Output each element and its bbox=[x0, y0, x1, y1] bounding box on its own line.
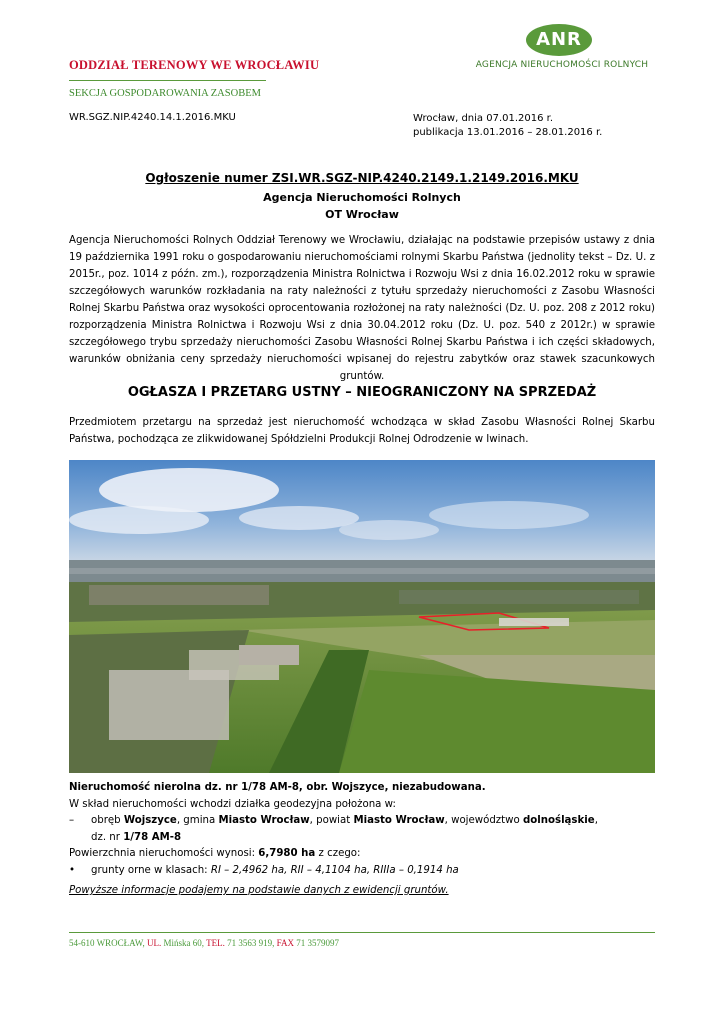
dash-marker: – bbox=[69, 815, 75, 826]
bullet-marker: • bbox=[69, 864, 76, 876]
street-label: UL. bbox=[147, 938, 162, 948]
footer-address bbox=[69, 938, 339, 948]
county-name: Miasto Wrocław bbox=[353, 815, 445, 826]
precinct-name: Wojszyce bbox=[123, 815, 177, 826]
parcel-prefix: dz. nr bbox=[91, 831, 124, 843]
tel-number: 71 3563 919, bbox=[224, 938, 277, 948]
place-date: Wrocław, dnia 07.01.2016 r. bbox=[413, 113, 554, 124]
soil-prefix: grunty orne w klasach: bbox=[91, 864, 211, 876]
property-location bbox=[69, 813, 655, 830]
voivodeship-name: dolnośląskie bbox=[522, 815, 595, 826]
voivodeship-prefix: , województwo bbox=[444, 815, 523, 826]
soil-classes: RI – 2,4962 ha, RII – 4,1104 ha, RIIIa – 0,1914 ha bbox=[210, 864, 459, 876]
header-divider bbox=[69, 80, 266, 81]
auction-subject-paragraph: Przedmiotem przetargu na sprzedaż jest nieruchomość wchodząca w skład Zasobu Własności Rolnej Skarbu Państwa, pochodząca ze zlikwidowanej Spółdzielni Produkcji Rolnej Odrodzenie w Iwinach. bbox=[69, 417, 655, 445]
aerial-photo bbox=[69, 460, 655, 773]
area-line bbox=[69, 846, 655, 863]
logo-abbreviation: ANR bbox=[536, 29, 582, 50]
auction-announcement: OGŁASZA I PRZETARG USTNY – NIEOGRANICZONY NA SPRZEDAŻ bbox=[127, 385, 597, 400]
street: Mińska 60, bbox=[161, 938, 207, 948]
legal-basis-paragraph: Agencja Nieruchomości Rolnych Oddział Terenowy we Wrocławiu, działając na podstawie przepisów ustawy z dnia 19 października 1991 roku o gospodarowaniu nieruchomościami rolnymi Skarbu Państwa (jednolity tekst – Dz. U. z 2015r., poz. 1014 z późn. zm.), rozporządzenia Ministra Rolnictwa i Rozwoju Wsi z dnia 16.02.2012 roku w sprawie szczegółowych warunków rozkładania na raty należności z tytułu sprzedaży nieruchomości z Zasobu Własności Rolnej Skarbu Państwa oraz wysokości oprocentowania rozłożonej na raty należności (Dz. U. poz. 208 z 2012 roku) rozporządzenia Ministra Rolnictwa i Rozwoju Wsi z dnia 30.04.2012 roku (Dz. U. poz. 540 z 2012r.) w sprawie szczegółowego trybu sprzedaży nieruchomości Zasobu Własności Rolnej Skarbu Państwa i ich części składowych, warunków obniżania ceny sprzedaży nieruchomości wpisanej do rejestru zabytków oraz stawek szacunkowych gruntów. bbox=[69, 235, 655, 382]
logo-agency-name: AGENCJA NIERUCHOMOŚCI ROLNYCH bbox=[475, 60, 649, 70]
logo-oval bbox=[526, 24, 592, 56]
postal-address: 54-610 WROCŁAW, bbox=[69, 938, 148, 948]
property-composition: W skład nieruchomości wchodzi działka geodezyjna położona w: bbox=[69, 798, 396, 810]
anr-logo bbox=[462, 24, 662, 74]
area-suffix: z czego: bbox=[315, 848, 361, 859]
area-prefix: Powierzchnia nieruchomości wynosi: bbox=[69, 848, 259, 859]
data-source-note: Powyższe informacje podajemy na podstawie danych z ewidencji gruntów. bbox=[69, 885, 449, 896]
publication-period: publikacja 13.01.2016 – 28.01.2016 r. bbox=[413, 127, 603, 138]
location-end: , bbox=[594, 815, 598, 826]
fax-number: 71 3579097 bbox=[293, 938, 339, 948]
office-short-name: OT Wrocław bbox=[325, 208, 399, 221]
municipality-prefix: , gmina bbox=[176, 815, 219, 826]
location-prefix: obręb bbox=[91, 815, 124, 826]
soil-classes-line bbox=[69, 863, 655, 880]
property-heading: Nieruchomość nierolna dz. nr 1/78 AM-8, obr. Wojszyce, niezabudowana. bbox=[69, 782, 486, 793]
aerial-photo-drawing bbox=[69, 460, 655, 773]
property-details bbox=[69, 780, 655, 900]
place-date-block bbox=[413, 112, 602, 140]
county-prefix: , powiat bbox=[309, 815, 354, 826]
parcel-line bbox=[69, 830, 655, 847]
municipality-name: Miasto Wrocław bbox=[218, 815, 310, 826]
section-name: SEKCJA GOSPODAROWANIA ZASOBEM bbox=[69, 88, 261, 99]
fax-label: FAX bbox=[276, 938, 294, 948]
area-value: 6,7980 ha bbox=[258, 848, 316, 859]
parcel-number: 1/78 AM-8 bbox=[123, 831, 182, 843]
footer-divider bbox=[69, 932, 655, 933]
agency-name: Agencja Nieruchomości Rolnych bbox=[263, 191, 461, 204]
reference-number: WR.SGZ.NIP.4240.14.1.2016.MKU bbox=[69, 112, 236, 123]
office-name: ODDZIAŁ TERENOWY WE WROCŁAWIU bbox=[69, 58, 320, 72]
announcement-title: Ogłoszenie numer ZSI.WR.SGZ-NIP.4240.2149.1.2149.2016.MKU bbox=[145, 171, 579, 185]
tel-label: TEL. bbox=[206, 938, 225, 948]
